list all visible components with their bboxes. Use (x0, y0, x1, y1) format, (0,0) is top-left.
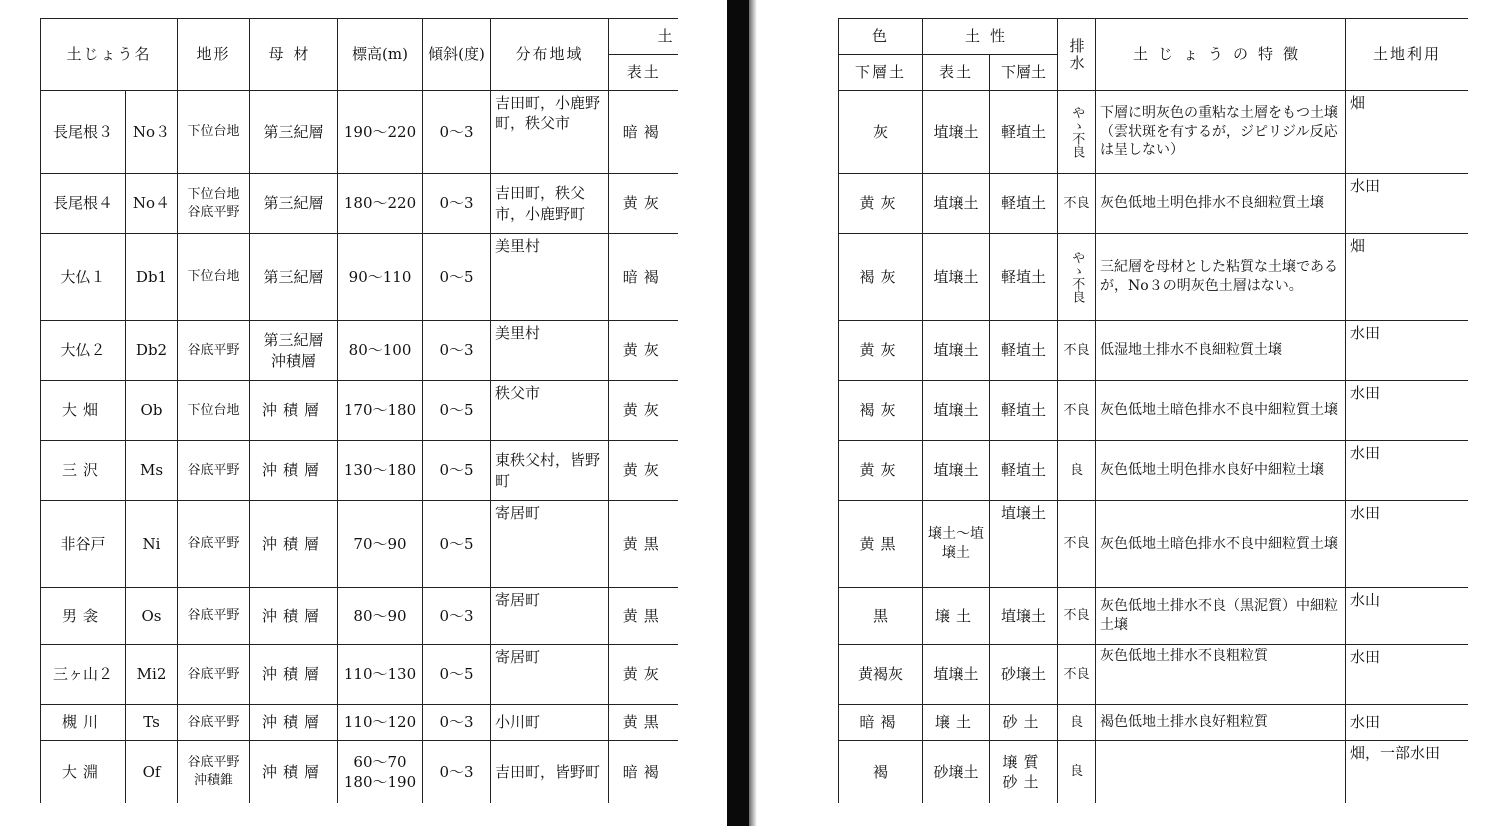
subsoil-color: 黄灰 (839, 174, 923, 234)
slope: 0〜5 (423, 645, 491, 705)
land-use: 水田 (1346, 501, 1468, 588)
surface-color: 黄灰 (609, 441, 678, 501)
parent-material: 沖積層 (250, 705, 338, 741)
drainage: やゝ不良 (1058, 91, 1096, 174)
surface-color: 暗褐 (609, 741, 678, 804)
slope: 0〜5 (423, 234, 491, 321)
soil-name: 大仏１ (41, 234, 126, 321)
slope: 0〜3 (423, 705, 491, 741)
slope: 0〜3 (423, 174, 491, 234)
surface-texture: 埴壌土 (923, 381, 990, 441)
soil-features: 灰色低地土排水不良粗粒質 (1096, 645, 1346, 705)
subsoil-texture: 軽埴土 (990, 381, 1058, 441)
distribution-area: 吉田町，秩父市，小鹿野町 (491, 174, 609, 234)
header-elevation: 標高(m) (338, 19, 423, 91)
surface-color: 黄黒 (609, 501, 678, 588)
landform: 谷底平野 (178, 441, 250, 501)
distribution-area: 寄居町 (491, 588, 609, 645)
right-table-body (839, 19, 1469, 804)
soil-features: 下層に明灰色の重粘な土層をもつ土壌（雲状斑を有するが，ジピリジル反応は呈しない） (1096, 91, 1346, 174)
subsoil-texture: 埴壌土 (990, 501, 1058, 588)
elevation: 130〜180 (338, 441, 423, 501)
distribution-area: 寄居町 (491, 645, 609, 705)
slope: 0〜3 (423, 321, 491, 381)
elevation: 60〜70 180〜190 (338, 741, 423, 804)
surface-texture: 壌土 (923, 588, 990, 645)
surface-color: 暗褐 (609, 234, 678, 321)
soil-features: 灰色低地土暗色排水不良中細粒質土壌 (1096, 501, 1346, 588)
elevation: 70〜90 (338, 501, 423, 588)
soil-name: 非谷戸 (41, 501, 126, 588)
table-row (839, 705, 1469, 741)
table-row (839, 501, 1469, 588)
table-row (839, 91, 1469, 174)
table-row (41, 234, 679, 321)
soil-code: No４ (126, 174, 178, 234)
subsoil-texture: 埴壌土 (990, 588, 1058, 645)
header-surface-soil: 表土 (923, 55, 990, 91)
landform: 谷底平野 (178, 588, 250, 645)
subsoil-color: 黄灰 (839, 321, 923, 381)
surface-texture: 砂壌土 (923, 741, 990, 804)
surface-color: 黄灰 (609, 174, 678, 234)
soil-features: 灰色低地土明色排水良好中細粒土壌 (1096, 441, 1346, 501)
soil-code: Db2 (126, 321, 178, 381)
land-use: 畑 (1346, 91, 1468, 174)
land-use: 水田 (1346, 645, 1468, 705)
landform: 下位台地 (178, 234, 250, 321)
surface-texture: 埴壌土 (923, 645, 990, 705)
parent-material: 沖積層 (250, 741, 338, 804)
slope: 0〜3 (423, 91, 491, 174)
right-page (838, 18, 1468, 803)
drainage: 良 (1058, 441, 1096, 501)
soil-features: 三紀層を母材とした粘質な土壌であるが，No３の明灰色土層はない。 (1096, 234, 1346, 321)
land-use: 畑，一部水田 (1346, 741, 1468, 804)
slope: 0〜3 (423, 741, 491, 804)
landform: 下位台地 谷底平野 (178, 174, 250, 234)
header-parent-material: 母材 (250, 19, 338, 91)
table-row (839, 588, 1469, 645)
subsoil-color: 褐灰 (839, 381, 923, 441)
land-use: 水田 (1346, 381, 1468, 441)
table-row (839, 645, 1469, 705)
soil-features: 褐色低地土排水良好粗粒質 (1096, 705, 1346, 741)
elevation: 80〜90 (338, 588, 423, 645)
soil-code: Ms (126, 441, 178, 501)
subsoil-texture: 砂土 (990, 705, 1058, 741)
header-subsoil-texture: 下層土 (990, 55, 1058, 91)
header-landform: 地形 (178, 19, 250, 91)
elevation: 110〜130 (338, 645, 423, 705)
soil-code: Ts (126, 705, 178, 741)
header-color-partial: 色 (839, 19, 923, 55)
left-table-body (41, 19, 679, 804)
surface-color: 黄黒 (609, 705, 678, 741)
header-soil-partial: 土 (609, 19, 678, 55)
parent-material: 沖積層 (250, 588, 338, 645)
soil-name: 大淵 (41, 741, 126, 804)
header-soil-name: 土じょう名 (41, 19, 178, 91)
subsoil-color: 黒 (839, 588, 923, 645)
table-row (41, 501, 679, 588)
subsoil-color: 黄黒 (839, 501, 923, 588)
drainage: やゝ不良 (1058, 234, 1096, 321)
table-row (41, 174, 679, 234)
drainage: 良 (1058, 705, 1096, 741)
subsoil-texture: 軽埴土 (990, 321, 1058, 381)
drainage: 良 (1058, 741, 1096, 804)
header-subsoil: 下層土 (839, 55, 923, 91)
distribution-area: 寄居町 (491, 501, 609, 588)
elevation: 90〜110 (338, 234, 423, 321)
slope: 0〜5 (423, 501, 491, 588)
landform: 谷底平野 沖積錐 (178, 741, 250, 804)
left-page (40, 18, 678, 803)
soil-code: No３ (126, 91, 178, 174)
parent-material: 沖積層 (250, 645, 338, 705)
header-distribution-area: 分布地域 (491, 19, 609, 91)
table-row (41, 645, 679, 705)
subsoil-texture: 軽埴土 (990, 441, 1058, 501)
table-row (41, 441, 679, 501)
header-slope: 傾斜(度) (423, 19, 491, 91)
drainage: 不良 (1058, 501, 1096, 588)
subsoil-texture: 軽埴土 (990, 234, 1058, 321)
parent-material: 第三紀層 (250, 174, 338, 234)
surface-color: 暗褐 (609, 91, 678, 174)
land-use: 水田 (1346, 174, 1468, 234)
land-use: 水田 (1346, 705, 1468, 741)
soil-features (1096, 741, 1346, 804)
soil-features: 灰色低地土排水不良（黒泥質）中細粒土壌 (1096, 588, 1346, 645)
soil-features: 低湿地土排水不良細粒質土壌 (1096, 321, 1346, 381)
landform: 谷底平野 (178, 645, 250, 705)
soil-code: Os (126, 588, 178, 645)
surface-color: 黄灰 (609, 321, 678, 381)
right-soil-table (838, 18, 1468, 803)
subsoil-color: 褐 (839, 741, 923, 804)
distribution-area: 秩父市 (491, 381, 609, 441)
table-row (41, 91, 679, 174)
soil-code: Ni (126, 501, 178, 588)
surface-texture: 埴壌土 (923, 234, 990, 321)
slope: 0〜5 (423, 381, 491, 441)
header-soil-features: 土じょうの特徴 (1096, 19, 1346, 91)
distribution-area: 美里村 (491, 321, 609, 381)
soil-code: Ob (126, 381, 178, 441)
drainage: 不良 (1058, 588, 1096, 645)
subsoil-texture: 砂壌土 (990, 645, 1058, 705)
parent-material: 第三紀層 (250, 234, 338, 321)
land-use: 畑 (1346, 234, 1468, 321)
soil-features: 灰色低地土暗色排水不良中細粒質土壌 (1096, 381, 1346, 441)
surface-texture: 埴壌土 (923, 174, 990, 234)
right-header-row (839, 19, 1469, 55)
elevation: 180〜220 (338, 174, 423, 234)
parent-material: 沖積層 (250, 501, 338, 588)
subsoil-texture: 軽埴土 (990, 174, 1058, 234)
table-row (839, 174, 1469, 234)
header-soil-property: 土性 (923, 19, 1058, 55)
soil-name: 長尾根４ (41, 174, 126, 234)
landform: 谷底平野 (178, 501, 250, 588)
landform: 下位台地 (178, 381, 250, 441)
subsoil-color: 黄灰 (839, 441, 923, 501)
land-use: 水田 (1346, 321, 1468, 381)
drainage: 不良 (1058, 645, 1096, 705)
drainage: 不良 (1058, 381, 1096, 441)
distribution-area: 小川町 (491, 705, 609, 741)
surface-color: 黄灰 (609, 381, 678, 441)
soil-code: Mi2 (126, 645, 178, 705)
parent-material: 第三紀層 沖積層 (250, 321, 338, 381)
table-row (839, 381, 1469, 441)
soil-name: 大畑 (41, 381, 126, 441)
spine-shadow (749, 0, 757, 826)
soil-name: 男衾 (41, 588, 126, 645)
elevation: 80〜100 (338, 321, 423, 381)
table-row (41, 381, 679, 441)
drainage: 不良 (1058, 321, 1096, 381)
landform: 谷底平野 (178, 705, 250, 741)
table-row (839, 741, 1469, 804)
surface-texture: 埴壌土 (923, 441, 990, 501)
subsoil-color: 黄褐灰 (839, 645, 923, 705)
distribution-area: 吉田町，皆野町 (491, 741, 609, 804)
soil-features: 灰色低地土明色排水不良細粒質土壌 (1096, 174, 1346, 234)
soil-name: 三ヶ山２ (41, 645, 126, 705)
soil-name: 三沢 (41, 441, 126, 501)
table-row (839, 321, 1469, 381)
left-header-row (41, 19, 679, 55)
surface-color: 黄灰 (609, 645, 678, 705)
soil-name: 長尾根３ (41, 91, 126, 174)
table-row (839, 234, 1469, 321)
subsoil-texture: 軽埴土 (990, 91, 1058, 174)
elevation: 110〜120 (338, 705, 423, 741)
header-surface-soil: 表土 (609, 55, 678, 91)
parent-material: 第三紀層 (250, 91, 338, 174)
slope: 0〜3 (423, 588, 491, 645)
surface-texture: 埴壌土 (923, 91, 990, 174)
soil-name: 槻川 (41, 705, 126, 741)
subsoil-texture: 壌質砂土 (990, 741, 1058, 804)
elevation: 170〜180 (338, 381, 423, 441)
elevation: 190〜220 (338, 91, 423, 174)
soil-code: Of (126, 741, 178, 804)
table-row (41, 588, 679, 645)
slope: 0〜5 (423, 441, 491, 501)
landform: 谷底平野 (178, 321, 250, 381)
table-row (839, 441, 1469, 501)
header-drainage: 排水 (1058, 19, 1096, 91)
parent-material: 沖積層 (250, 381, 338, 441)
drainage: 不良 (1058, 174, 1096, 234)
distribution-area: 美里村 (491, 234, 609, 321)
soil-name: 大仏２ (41, 321, 126, 381)
subsoil-color: 暗褐 (839, 705, 923, 741)
table-row (41, 705, 679, 741)
land-use: 水山 (1346, 588, 1468, 645)
subsoil-color: 灰 (839, 91, 923, 174)
header-land-use: 土地利用 (1346, 19, 1468, 91)
soil-code: Db1 (126, 234, 178, 321)
distribution-area: 東秩父村，皆野町 (491, 441, 609, 501)
left-soil-table (40, 18, 678, 803)
surface-texture: 壌土 (923, 705, 990, 741)
surface-color: 黄黒 (609, 588, 678, 645)
land-use: 水田 (1346, 441, 1468, 501)
landform: 下位台地 (178, 91, 250, 174)
distribution-area: 吉田町，小鹿野町，秩父市 (491, 91, 609, 174)
parent-material: 沖積層 (250, 441, 338, 501)
surface-texture: 壌土〜埴壌土 (923, 501, 990, 588)
table-row (41, 741, 679, 804)
subsoil-color: 褐灰 (839, 234, 923, 321)
surface-texture: 埴壌土 (923, 321, 990, 381)
table-row (41, 321, 679, 381)
book-spine (727, 0, 749, 826)
